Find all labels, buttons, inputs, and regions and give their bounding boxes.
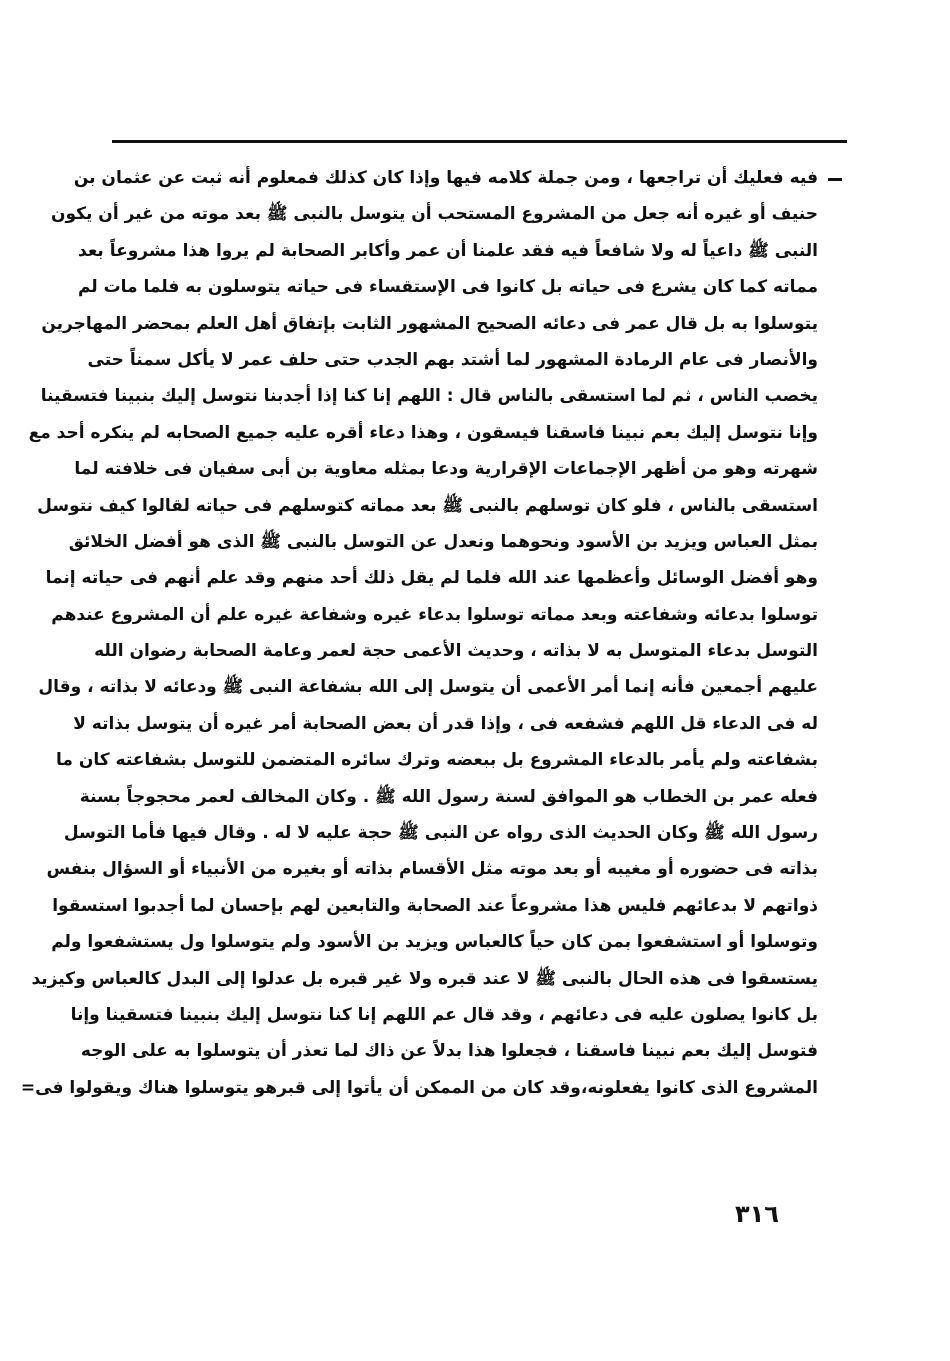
text-line: فتوسل إليك بعم نبينا فاسقنا ، فجعلوا هذا بدلاً عن ذاك لما تعذر أن يتوسلوا به على الوجه <box>80 1041 818 1062</box>
text-line: يستسقوا فى هذه الحال بالنبى ﷺ لا عند قبره ولا غير قبره بل عدلوا إلى البدل كالعباس وكيزيد <box>31 968 818 989</box>
text-line: توسلوا بدعائه وشفاعته وبعد مماته توسلوا بدعاء غيره وشفاعة غيره علم أن المشروع عندهم <box>51 604 818 625</box>
text-line: بذاته فى حضوره أو مغيبه أو بعد موته مثل الأقسام بذاته أو بغيره من الأنبياء أو السؤال بنفس <box>46 859 818 880</box>
text-line: والأنصار فى عام الرمادة المشهور لما أشتد بهم الجدب حتى حلف عمر لا يأكل سمناً حتى <box>87 349 818 370</box>
text-line: استسقى بالناس ، فلو كان توسلهم بالنبى ﷺ بعد مماته كتوسلهم فى حياته لقالوا كيف نتوسل <box>37 495 818 516</box>
text-line: المشروع الذى كانوا يفعلونه،وقد كان من الممكن أن يأتوا إلى قبرهو يتوسلوا هناك ويقولوا فى= <box>20 1077 818 1098</box>
text-line: ذواتهم لا بدعائهم فليس هذا مشروعاً عند الصحابة والتابعين لهم بإحسان لما أجدبوا استسقوا <box>52 895 818 916</box>
text-line: وهو أفضل الوسائل وأعظمها عند الله فلما لم يقل ذلك أحد منهم وقد علم أنهم فى حياته إنما <box>45 568 818 589</box>
text-line: يتوسلوا به بل قال عمر فى دعائه الصحيح المشهور الثابت بإتفاق أهل العلم بمحضر المهاجرين <box>41 313 818 334</box>
text-line: حنيف أو غيره أنه جعل من المشروع المستحب أن يتوسل بالنبى ﷺ بعد موته من غير أن يكون <box>50 204 818 225</box>
text-line: شهرته وهو من أظهر الإجماعات الإقرارية ودعا بمثله معاوية بن أبى سفيان فى خلافته لما <box>74 459 818 480</box>
text-line: مماته كما كان يشرع فى حياته بل كانوا فى الإستقساء فى حياته يتوسلون به فلما مات لم <box>77 277 818 298</box>
text-line: وتوسلوا أو استشفعوا بمن كان حياً كالعباس ويزيد بن الأسود ولم يتوسلوا ول يستشفعوا ولم <box>51 932 818 953</box>
text-line: بمثل العباس ويزيد بن الأسود ونحوهما ونعدل عن التوسل بالنبى ﷺ الذى هو أفضل الخلائق <box>68 531 818 552</box>
text-line: فيه فعليك أن تراجعها ، ومن جملة كلامه فيها وإذا كان كذلك فمعلوم أنه ثبت عن عثمان بن <box>73 168 818 188</box>
footnote-marker <box>828 178 842 181</box>
body-text <box>20 160 818 1106</box>
text-line: عليهم أجمعين فأنه إنما أمر الأعمى أن يتوسل إلى الله بشفاعة النبى ﷺ ودعائه لا بذاته ، وقال <box>38 677 818 698</box>
text-line: فعله عمر بن الخطاب هو الموافق لسنة رسول الله ﷺ . وكان المخالف لعمر محجوجاً بسنة <box>79 786 818 807</box>
text-line: بشفاعته ولم يأمر بالدعاء المشروع بل ببعضه وترك سائره المتضمن للتوسل بشفاعته كان ما <box>56 750 818 771</box>
page-number: ٣١٦ <box>735 1200 779 1228</box>
text-line: التوسل بدعاء المتوسل به لا بذاته ، وحديث الأعمى حجة لعمر وعامة الصحابة رضوان الله <box>94 641 818 662</box>
text-line: رسول الله ﷺ وكان الحديث الذى رواه عن النبى ﷺ حجة عليه لا له . وقال فيها فأما التوسل <box>63 823 818 844</box>
text-line: بل كانوا يصلون عليه فى دعائهم ، وقد قال عم اللهم إنا كنا نتوسل إليك بنبينا فتسقينا وإنا <box>70 1004 818 1025</box>
header-rule <box>112 140 847 143</box>
text-line: له فى الدعاء قل اللهم فشفعه فى ، وإذا قدر أن بعض الصحابة أمر غيره أن يتوسل بذاته لا <box>73 713 818 734</box>
text-line: يخصب الناس ، ثم لما استسقى بالناس قال : اللهم إنا كنا إذا أجدبنا نتوسل إليك بنبينا فتسقينا <box>40 386 818 407</box>
text-line: وإنا نتوسل إليك بعم نبينا فاسقنا فيسقون ، وهذا دعاء أقره عليه جميع الصحابه لم ينكره أحد مع <box>28 422 818 443</box>
text-line: النبى ﷺ داعياً له ولا شافعاً فيه فقد علمنا أن عمر وأكابر الصحابة لم يروا هذا مشروعاً بعد <box>78 240 818 261</box>
